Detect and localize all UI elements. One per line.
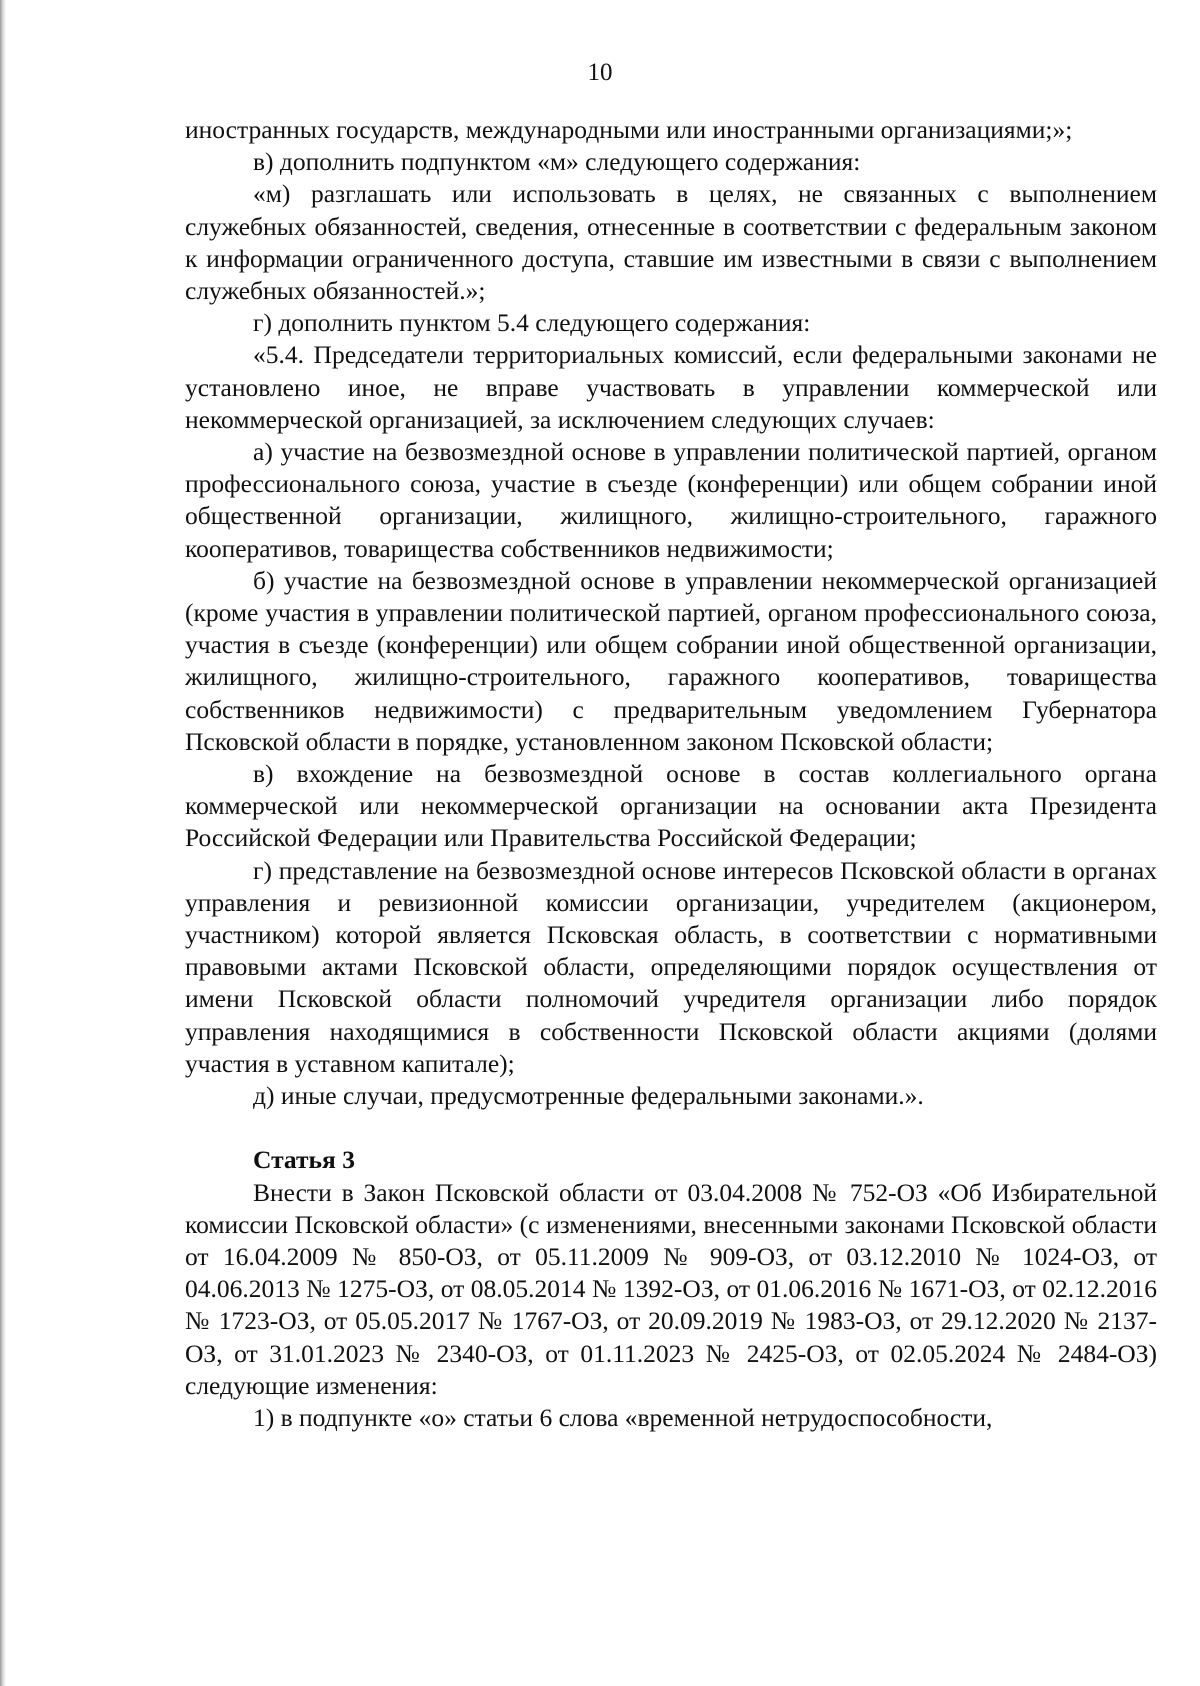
paragraph-case-a: а) участие на безвозмездной основе в управлении политической партией, органом профессионального союза, участие в съезде (конференции) или общем собрании иной общественной организации, жилищного, жилищно-строительного, гаражного кооперативов, товарищества собственников недвижимости; xyxy=(185,437,1157,563)
paragraph-point-5-4: «5.4. Председатели территориальных комиссий, если федеральными законами не установлено иное, не вправе участвовать в управлении коммерческой или некоммерческой организацией, за исключением следующих случаев: xyxy=(185,340,1157,434)
article-paragraph-item-1: 1) в подпункте «о» статьи 6 слова «временной нетрудоспособности, xyxy=(253,1402,993,1432)
scan-edge xyxy=(0,0,6,1686)
page-number: 10 xyxy=(587,59,613,86)
paragraph-case-g: г) представление на безвозмездной основе интересов Псковской области в органах управления и ревизионной комиссии организации, учредителем (акционером, участником) которой является Псковская область, в соответствии с нормативными правовыми актами Псковской области, определяющими порядок осуществления от имени Псковской области полномочий учредителя организации либо порядок управления находящимися в собственности Псковской области акциями (долями участия в уставном капитале); xyxy=(185,855,1157,1078)
paragraph-subpoint-g: г) дополнить пунктом 5.4 следующего содержания: xyxy=(253,308,811,338)
document-body xyxy=(185,114,1157,1434)
paragraph-continuation: иностранных государств, международными или иностранными организациями;»; xyxy=(185,115,1073,144)
paragraph-case-v: в) вхождение на безвозмездной основе в состав коллегиального органа коммерческой или некоммерческой организации на основании акта Президента Российской Федерации или Правительства Российской Федерации; xyxy=(185,759,1157,853)
paragraph-subpoint-m-text: «м) разглашать или использовать в целях, не связанных с выполнением служебных обязанностей, сведения, отнесенные в соответствии с федеральным законом к информации ограниченного доступа, ставшие им известными в связи с выполнением служебных обязанностей.»; xyxy=(185,179,1157,306)
paragraph-case-b: б) участие на безвозмездной основе в управлении некоммерческой организацией (кроме участия в управлении политической партией, органом профессионального союза, участия в съезде (конференции) или общем собрании иной общественной организации, жилищного, жилищно-строительного, гаражного кооперативов, товарищества собственников недвижимости) с предварительным уведомлением Губернатора Псковской области в порядке, установленном законом Псковской области; xyxy=(185,565,1157,756)
paragraph-case-d: д) иные случаи, предусмотренные федеральными законами.». xyxy=(253,1081,924,1111)
paragraph-subpoint-v: в) дополнить подпунктом «м» следующего содержания: xyxy=(253,147,861,177)
article-paragraph-amend: Внести в Закон Псковской области от 03.04.2008 № 752-ОЗ «Об Избирательной комиссии Псковской области» (с изменениями, внесенными законами Псковской области от 16.04.2009 № 850-ОЗ, от 05.11.2009 № 909-ОЗ, от 03.12.2010 № 1024-ОЗ, от 04.06.2013 № 1275-ОЗ, от 08.05.2014 № 1392-ОЗ, от 01.06.2016 № 1671-ОЗ, от 02.12.2016 № 1723-ОЗ, от 05.05.2017 № 1767-ОЗ, от 20.09.2019 № 1983-ОЗ, от 29.12.2020 № 2137-ОЗ, от 31.01.2023 № 2340-ОЗ, от 01.11.2023 № 2425-ОЗ, от 02.05.2024 № 2484-ОЗ) следующие изменения: xyxy=(185,1177,1157,1400)
article-title: Статья 3 xyxy=(253,1145,355,1175)
